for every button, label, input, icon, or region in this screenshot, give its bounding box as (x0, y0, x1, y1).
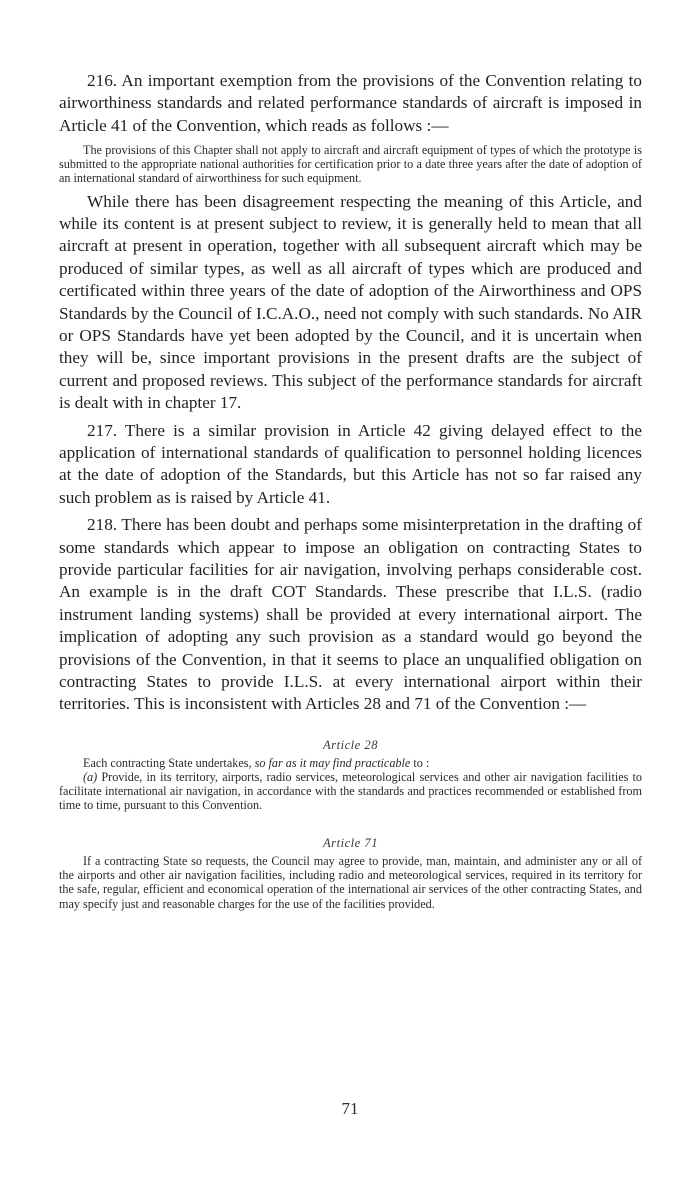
paragraph-218: 218. There has been doubt and perhaps some misinterpretation in the drafting of some standards which appear to impose an obligation on contracting States to provide particular facilities for air navigation, involving perhaps considerable cost. An example is in the draft COT Standards. These prescribe that I.L.S. (radio instrument landing systems) shall be provided at every international airport. The implication of adopting any such provision as a standard would go beyond the provisions of the Convention, in that it seems to place an unqualified obligation on contracting States to provide I.L.S. at every international airport within their territories. This is inconsistent with Articles 28 and 71 of the Convention :— (59, 515, 642, 714)
article-28-block (59, 738, 642, 812)
paragraph-216-continued: While there has been disagreement respecting the meaning of this Article, and while its content is at present subject to review, it is generally held to mean that all aircraft at present in operation, together with all subsequent aircraft which may be produced of similar types, as well as all aircraft of types which are produced and certificated within three years of the date of adoption of the Airworthiness and OPS Standards by the Council of I.C.A.O., need not comply with such standards. No AIR or OPS Standards have yet been adopted by the Council, and it is uncertain when they will be, since important provisions in the present drafts are the subject of current and proposed reviews. This subject of the performance standards for aircraft is dealt with in chapter 17. (59, 191, 642, 413)
article-28-lead-text: Each contracting State undertakes, (83, 755, 255, 770)
article-71-text: If a contracting State so requests, the Council may agree to provide, man, maintain, and administer any or all of the airports and other air navigation facilities, including radio and meteorological services, required in its territory for the safe, regular, efficient and economical operation of the international air services of the other contracting States, and may specify just and reasonable charges for the use of the facilities provided. (59, 854, 642, 911)
article-28-lead-end: to : (410, 755, 430, 770)
article-28-lead (59, 756, 642, 770)
article-28-item-a (59, 770, 642, 812)
article-28-lead-italic: so far as it may find practicable (254, 755, 411, 770)
page-number: 71 (341, 1099, 359, 1118)
article-28-heading: Article 28 (322, 737, 378, 752)
article-28-item-text: Provide, in its territory, airports, radio services, meteorological services and other air navigation facilities to facilitate international air navigation, in accordance with the standards and practices recommended or established from time to time, pursuant to this Convention. (59, 769, 642, 813)
paragraph-217: 217. There is a similar provision in Article 42 giving delayed effect to the application of international standards of qualification to personnel holding licences at the date of adoption of the Standards, but this Article has not so far raised any such problem as is raised by Article 41. (59, 420, 642, 507)
article-71-heading: Article 71 (322, 836, 378, 851)
article-71-block (59, 836, 642, 910)
paragraph-216: 216. An important exemption from the provisions of the Convention relating to airworthiness standards and related performance standards of aircraft is imposed in Article 41 of the Convention, which reads as follows :— (59, 71, 642, 135)
article-41-quotation: The provisions of this Chapter shall not apply to aircraft and aircraft equipment of types of which the prototype is submitted to the appropriate national authorities for certification prior to a date three years after the date of adoption of an international standard of airworthiness for such equipment. (59, 143, 642, 186)
article-28-item-marker: (a) (83, 769, 98, 784)
document-page (59, 70, 642, 911)
